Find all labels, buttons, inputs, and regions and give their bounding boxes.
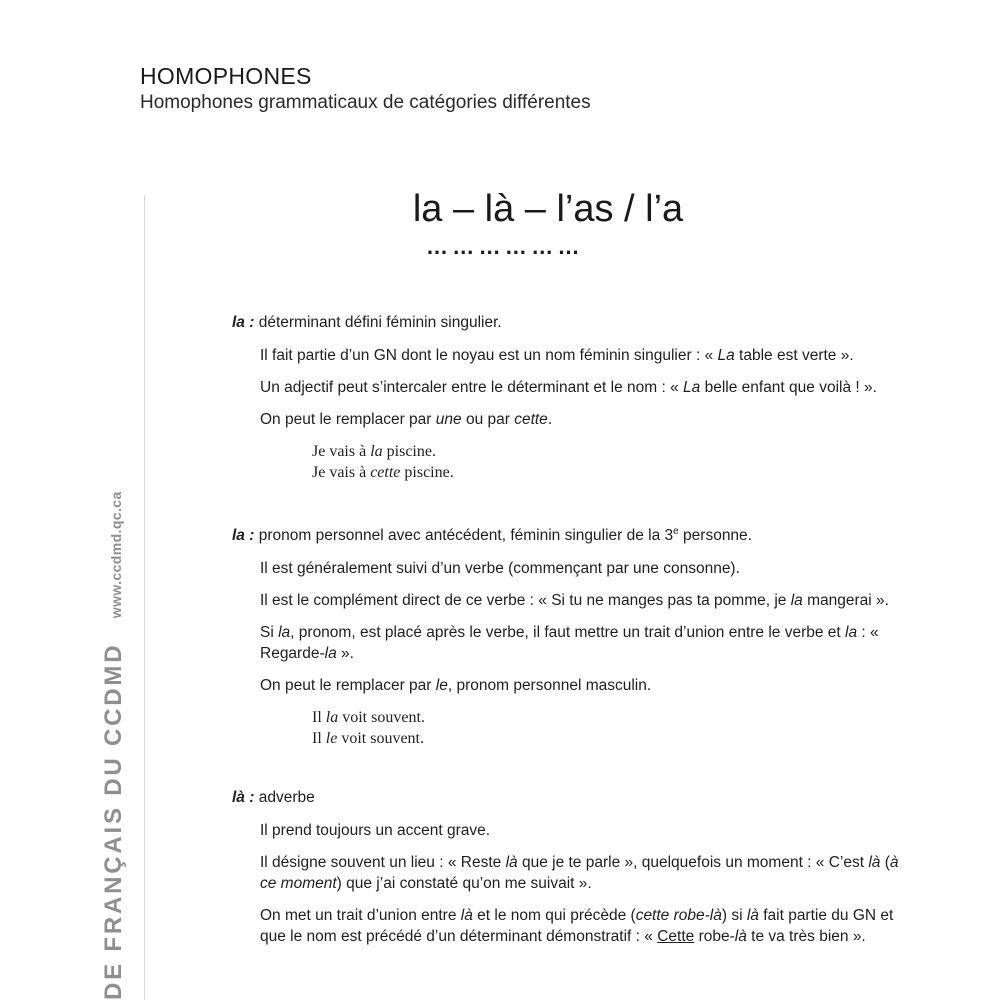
paragraph: Il désigne souvent un lieu : « Reste là que je te parle », quelquefois un moment : « C’est là (à ce moment) que j’ai constaté qu’on me suivait ».	[260, 854, 899, 893]
example-line: Je vais à cette piscine.	[312, 464, 454, 481]
paragraph: Si la, pronom, est placé après le verbe, il faut mettre un trait d’union entre le verbe et la : « Regarde-la ».	[260, 624, 879, 663]
header-subtitle: Homophones grammaticaux de catégories différentes	[140, 92, 591, 113]
example-block	[232, 707, 904, 749]
margin-rule	[144, 195, 145, 1000]
paragraph: Il est généralement suivi d’un verbe (commençant par une consonne).	[260, 560, 740, 578]
sidebar-publisher: DE FRANÇAIS DU CCDMD	[100, 642, 127, 1000]
title-dotted-underline: ………………	[426, 234, 584, 259]
term-definition: pronom personnel avec antécédent, féminin singulier de la 3e personne.	[258, 526, 752, 545]
paragraph: Il prend toujours un accent grave.	[260, 822, 491, 840]
paragraph: Un adjectif peut s’intercaler entre le déterminant et le nom : « La belle enfant que voilà ! ».	[260, 379, 877, 396]
sidebar-url: www.ccdmd.qc.ca	[108, 491, 124, 619]
example-block	[232, 441, 904, 483]
document-body	[232, 312, 904, 958]
term-label: là :	[232, 789, 255, 807]
paragraph: Il est le complément direct de ce verbe : « Si tu ne manges pas ta pomme, je la mangerai ».	[260, 592, 889, 610]
page-header	[140, 62, 591, 115]
paragraph: On peut le remplacer par une ou par cette.	[260, 411, 553, 428]
section-determinant	[232, 312, 904, 333]
sidebar-credit	[100, 491, 128, 1000]
example-line: Il le voit souvent.	[312, 730, 424, 748]
header-title: HOMOPHONES	[140, 63, 312, 89]
section-pronoun	[232, 521, 904, 546]
term-definition: adverbe	[258, 789, 315, 807]
section-adverb	[232, 787, 904, 808]
paragraph: Il fait partie d’un GN dont le noyau est un nom féminin singulier : « La table est verte ».	[260, 347, 854, 364]
term-definition: déterminant défini féminin singulier.	[258, 314, 502, 331]
term-label: la :	[232, 314, 255, 331]
document-title: la – là – l’as / l’a	[412, 188, 684, 230]
example-line: Il la voit souvent.	[312, 709, 425, 727]
example-line: Je vais à la piscine.	[312, 443, 436, 460]
paragraph: On met un trait d’union entre là et le nom qui précède (cette robe-là) si là fait partie du GN et que le nom est précédé d’un déterminant démonstratif : « Cette robe-là te va très bien ».	[260, 907, 894, 946]
term-label: la :	[232, 527, 255, 545]
paragraph: On peut le remplacer par le, pronom personnel masculin.	[260, 677, 652, 695]
